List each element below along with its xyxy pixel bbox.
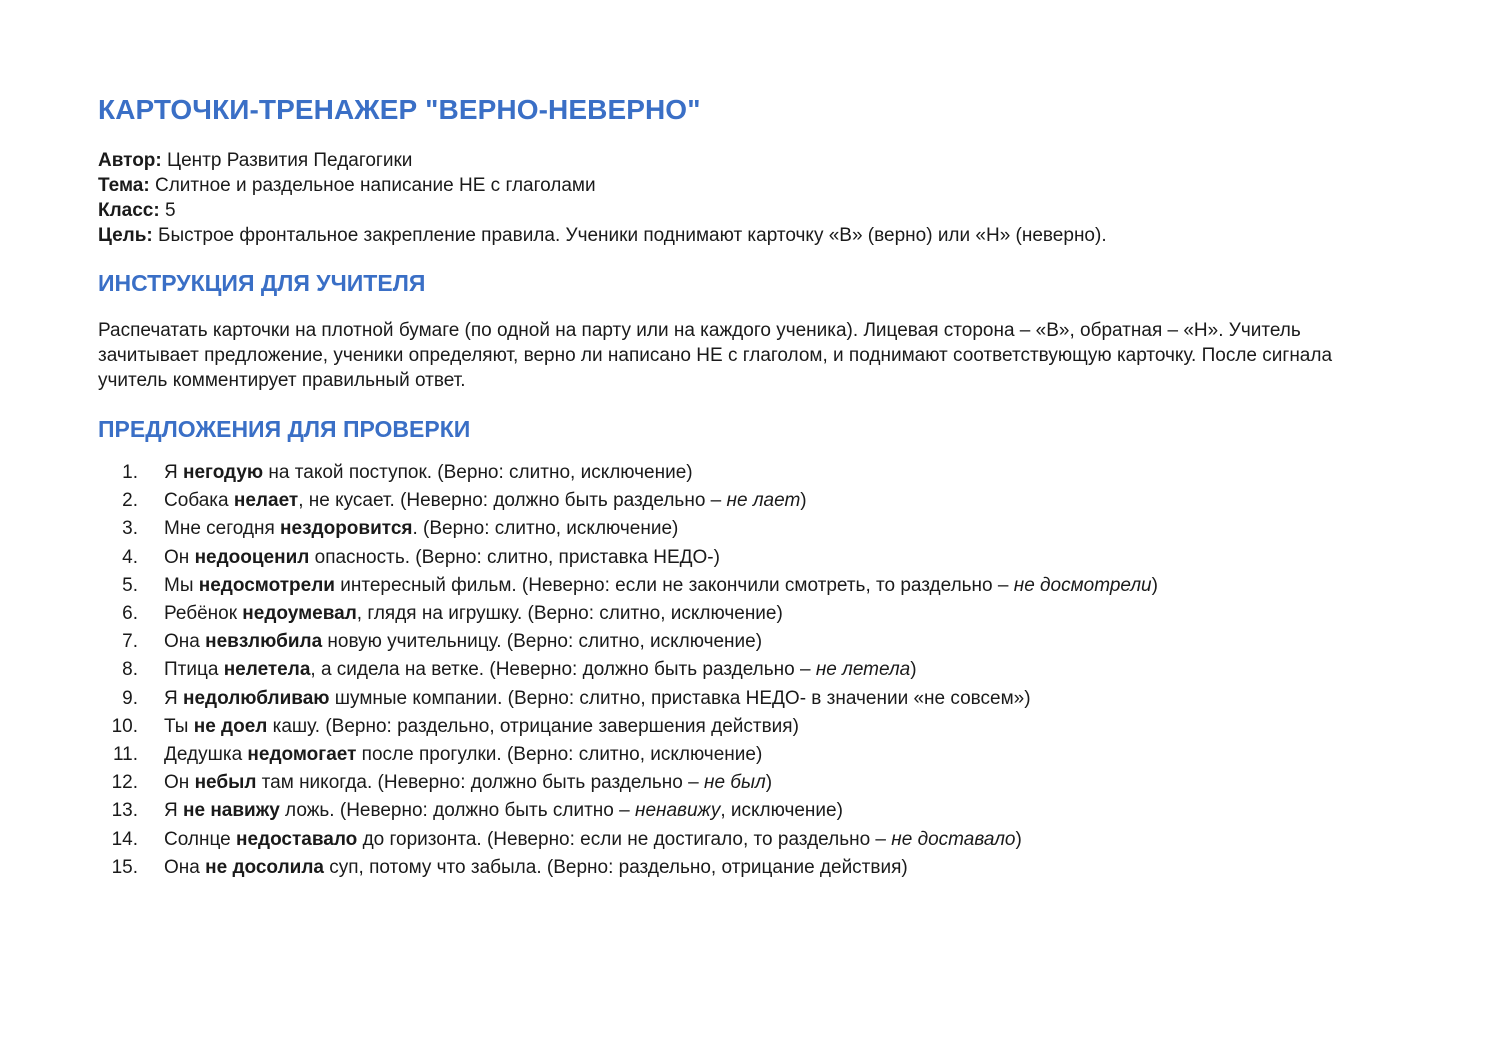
sentence-text	[164, 854, 908, 882]
sentence-comment: шумные компании. (Верно: слитно, приставка НЕДО- в значении «не совсем»)	[329, 687, 1031, 709]
sentence-correct-form: ненавижу	[635, 800, 721, 822]
sentence-prefix: Мне сегодня	[164, 518, 281, 540]
sentence-prefix: Солнце	[164, 828, 236, 850]
sentence-suffix: )	[800, 490, 807, 512]
sentence-item	[98, 826, 1508, 854]
sentence-target-word: недоумевал	[242, 603, 357, 625]
sentence-target-word: нелает	[233, 490, 299, 512]
sentence-number: 9.	[122, 687, 138, 709]
sentence-text	[164, 487, 807, 515]
sentence-number: 3.	[122, 518, 138, 540]
sentence-text	[164, 826, 1022, 854]
sentence-prefix: Она	[164, 631, 206, 653]
meta-topic-label: Тема:	[98, 175, 150, 196]
sentence-number: 2.	[122, 490, 138, 512]
sentence-correct-form: не был	[704, 772, 766, 794]
sentence-number-wrap	[98, 515, 164, 543]
sentence-item	[98, 769, 1508, 797]
sentence-item	[98, 544, 1508, 572]
meta-grade-value: 5	[159, 200, 176, 221]
sentence-text	[164, 572, 1158, 600]
sentence-prefix: Ребёнок	[164, 603, 243, 625]
page-title: КАРТОЧКИ-ТРЕНАЖЕР "ВЕРНО-НЕВЕРНО"	[98, 94, 701, 125]
instructions-heading: ИНСТРУКЦИЯ ДЛЯ УЧИТЕЛЯ	[98, 270, 426, 296]
sentence-prefix: Он	[164, 546, 195, 568]
sentences-heading: ПРЕДЛОЖЕНИЯ ДЛЯ ПРОВЕРКИ	[98, 416, 471, 442]
sentence-comment: . (Верно: слитно, исключение)	[412, 518, 679, 540]
sentence-comment: после прогулки. (Верно: слитно, исключение)	[356, 744, 763, 766]
sentence-suffix: )	[765, 772, 773, 794]
sentence-comment: новую учительницу. (Верно: слитно, исключение)	[322, 631, 763, 653]
sentence-prefix: Он	[164, 772, 195, 794]
sentence-item	[98, 459, 1508, 487]
sentence-number-wrap	[98, 741, 164, 769]
sentence-prefix: Собака	[164, 490, 234, 512]
sentence-text	[164, 741, 762, 769]
sentence-number: 1.	[122, 462, 138, 483]
sentence-target-word: нелетела	[223, 659, 311, 681]
sentence-target-word: небыл	[194, 772, 257, 794]
sentence-number-wrap	[98, 797, 164, 825]
sentence-item	[98, 515, 1508, 543]
sentence-comment: там никогда. (Неверно: должно быть раздельно –	[256, 772, 704, 794]
sentence-target-word: недомогает	[247, 744, 357, 766]
sentence-number-wrap	[98, 600, 164, 628]
sentence-target-word: невзлюбила	[205, 631, 323, 653]
sentence-number-wrap	[98, 713, 164, 741]
sentence-comment: опасность. (Верно: слитно, приставка НЕДО-)	[309, 546, 720, 568]
meta-goal-label: Цель:	[98, 225, 153, 246]
sentence-correct-form: не лает	[726, 490, 801, 512]
sentence-suffix: )	[910, 659, 917, 681]
sentence-number: 5.	[122, 574, 138, 596]
sentence-item	[98, 854, 1508, 882]
sentence-item	[98, 797, 1508, 825]
meta-author-label: Автор:	[98, 150, 162, 171]
sentence-text	[164, 797, 843, 825]
meta-author	[98, 148, 1508, 173]
sentence-number-wrap	[98, 685, 164, 713]
sentence-comment: кашу. (Верно: раздельно, отрицание завершения действия)	[267, 715, 799, 737]
sentence-number-wrap	[98, 487, 164, 515]
sentence-prefix: Я	[164, 687, 183, 709]
sentence-item	[98, 741, 1508, 769]
sentence-number: 15.	[111, 856, 138, 878]
sentence-comment: , не кусает. (Неверно: должно быть раздельно –	[298, 490, 727, 512]
sentence-target-word: недоставало	[235, 828, 358, 850]
sentence-number-wrap	[98, 572, 164, 600]
sentence-number-wrap	[98, 826, 164, 854]
sentence-comment: суп, потому что забыла. (Верно: раздельно, отрицание действия)	[323, 856, 908, 878]
sentence-target-word: недооценил	[194, 546, 310, 568]
instructions-text: Распечатать карточки на плотной бумаге (по одной на парту или на каждого ученика). Лицевая сторона – «В», обратная – «Н». Учитель зачитывает предложение, ученики определяют, верно ли написано НЕ с глаголом, и поднимают соответствующую карточку. После сигнала учитель комментирует правильный ответ.	[98, 320, 1333, 391]
sentence-prefix: Дедушка	[164, 744, 248, 766]
sentence-item	[98, 572, 1508, 600]
sentence-text	[164, 515, 678, 543]
sentence-prefix: Я	[164, 800, 183, 822]
sentence-number: 13.	[111, 800, 138, 822]
sentence-item	[98, 628, 1508, 656]
sentence-suffix: , исключение)	[720, 800, 843, 822]
meta-grade	[98, 198, 1508, 223]
sentence-prefix: Я	[164, 462, 183, 483]
sentence-target-word: недолюбливаю	[183, 687, 330, 709]
sentence-list	[98, 459, 1508, 882]
meta-goal	[98, 223, 1508, 248]
meta-block	[98, 148, 1508, 248]
sentence-correct-form: не летела	[815, 659, 911, 681]
sentence-number: 8.	[122, 659, 138, 681]
sentence-text	[164, 600, 783, 628]
meta-author-value: Центр Развития Педагогики	[161, 150, 413, 171]
meta-topic	[98, 173, 1508, 198]
sentence-text	[164, 544, 720, 572]
meta-grade-label: Класс:	[98, 200, 160, 221]
sentence-text	[164, 713, 799, 741]
sentence-number: 12.	[111, 772, 138, 794]
sentence-correct-form: не досмотрели	[1013, 574, 1152, 596]
sentence-comment: на такой поступок. (Верно: слитно, исключение)	[263, 462, 693, 483]
sentence-suffix: )	[1151, 574, 1158, 596]
sentence-comment: , а сидела на ветке. (Неверно: должно быть раздельно –	[310, 659, 816, 681]
sentence-comment: ложь. (Неверно: должно быть слитно –	[279, 800, 635, 822]
sentence-target-word: негодую	[183, 462, 264, 483]
sentence-target-word: не досолила	[205, 856, 324, 878]
sentence-number-wrap	[98, 459, 164, 487]
sentence-text	[164, 459, 693, 487]
meta-topic-value: Слитное и раздельное написание НЕ с глаголами	[149, 175, 596, 196]
sentence-number-wrap	[98, 544, 164, 572]
sentence-prefix: Ты	[164, 715, 194, 737]
sentence-number: 6.	[122, 603, 138, 625]
sentence-number: 7.	[122, 631, 138, 653]
sentence-text	[164, 656, 917, 684]
sentence-item	[98, 713, 1508, 741]
sentence-prefix: Она	[164, 856, 206, 878]
sentence-number: 11.	[112, 744, 138, 766]
sentence-target-word: недосмотрели	[198, 574, 335, 596]
sentence-item	[98, 685, 1508, 713]
sentence-comment: , глядя на игрушку. (Верно: слитно, исключение)	[356, 603, 783, 625]
sentence-item	[98, 656, 1508, 684]
sentence-suffix: )	[1015, 828, 1022, 850]
sentence-text	[164, 628, 762, 656]
meta-goal-value: Быстрое фронтальное закрепление правила. Ученики поднимают карточку «В» (верно) или «Н» (неверно).	[152, 225, 1107, 246]
sentence-number-wrap	[98, 769, 164, 797]
sentence-prefix: Птица	[164, 659, 224, 681]
sentence-comment: интересный фильм. (Неверно: если не закончили смотреть, то раздельно –	[334, 574, 1014, 596]
sentence-number-wrap	[98, 854, 164, 882]
sentence-text	[164, 685, 1031, 713]
sentence-item	[98, 600, 1508, 628]
sentence-number: 14.	[111, 828, 138, 850]
sentence-target-word: нездоровится	[280, 518, 413, 540]
sentence-number: 4.	[122, 546, 138, 568]
sentence-prefix: Мы	[164, 574, 199, 596]
sentence-number: 10.	[111, 715, 138, 737]
sentence-number-wrap	[98, 628, 164, 656]
sentence-correct-form: не доставало	[891, 828, 1016, 850]
sentence-target-word: не навижу	[183, 800, 280, 822]
sentence-text	[164, 769, 772, 797]
sentence-comment: до горизонта. (Неверно: если не достигало, то раздельно –	[357, 828, 892, 850]
sentence-number-wrap	[98, 656, 164, 684]
sentence-item	[98, 487, 1508, 515]
sentence-target-word: не доел	[193, 715, 268, 737]
